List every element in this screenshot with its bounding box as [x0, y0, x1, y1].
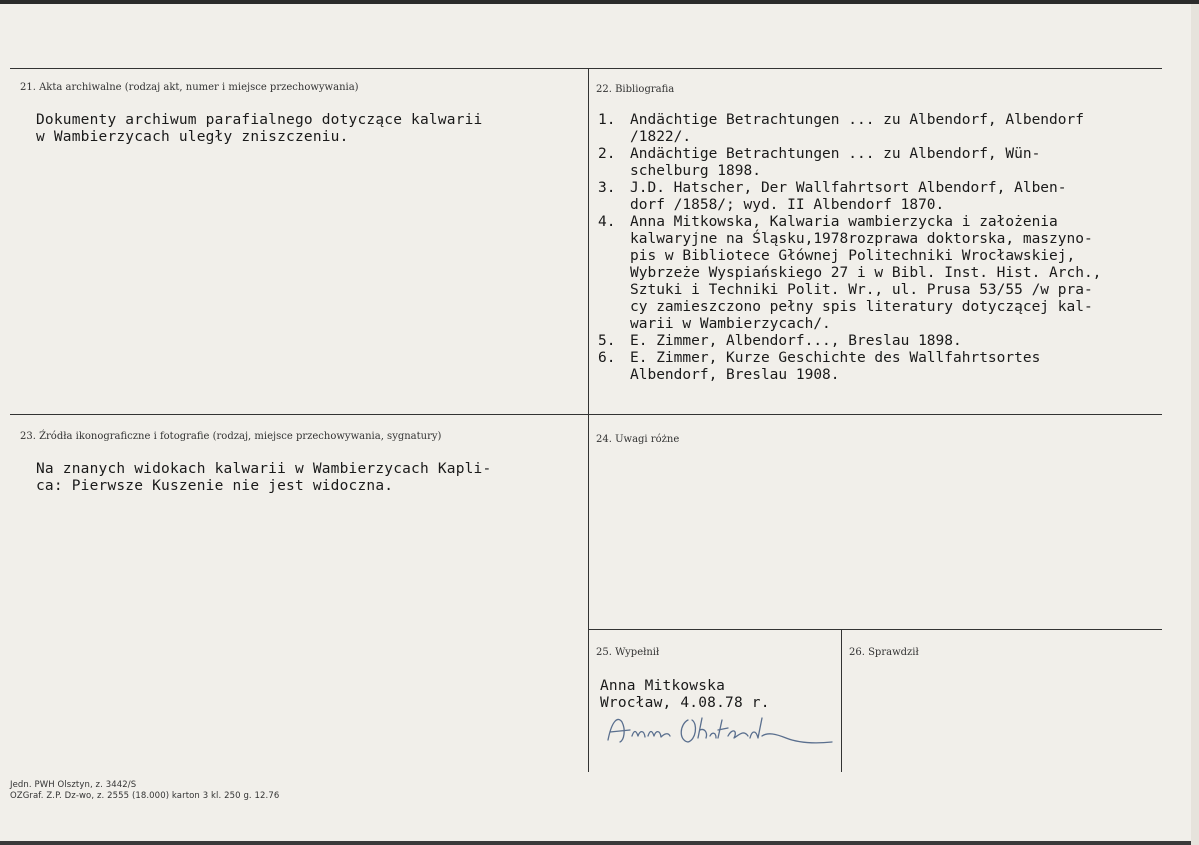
bibliography-number: 3.	[598, 180, 616, 196]
bibliography-number	[598, 316, 630, 333]
bibliography-text: Sztuki i Techniki Polit. Wr., ul. Prusa 53/55 /w pra-	[630, 282, 1093, 298]
section-22-label: 22. Bibliografia	[596, 84, 675, 95]
bibliography-line	[598, 333, 1101, 350]
filled-by-name: Anna Mitkowska	[600, 678, 726, 694]
bibliography-number: 2.	[598, 146, 616, 162]
bibliography-text: /1822/.	[630, 129, 692, 145]
middle-divider	[10, 414, 1162, 415]
bibliography-number	[598, 367, 630, 384]
bibliography-line	[598, 146, 1101, 163]
bibliography-line	[598, 214, 1101, 231]
bibliography-line	[598, 231, 1101, 248]
print-info-line-2: OZGraf. Z.P. Dz-wo, z. 2555 (18.000) karton 3 kl. 250 g. 12.76	[10, 791, 280, 801]
bibliography-line	[598, 112, 1101, 129]
bibliography-line	[598, 350, 1101, 367]
bibliography-line	[598, 367, 1101, 384]
section-24-label: 24. Uwagi różne	[596, 434, 680, 445]
bibliography-text: dorf /1858/; wyd. II Albendorf 1870.	[630, 197, 945, 213]
bibliography-line	[598, 197, 1101, 214]
section-26-label: 26. Sprawdził	[849, 647, 919, 658]
section-21-line-2: w Wambierzycach uległy zniszczeniu.	[36, 129, 349, 145]
bibliography-number	[598, 231, 630, 248]
bibliography-line	[598, 265, 1101, 282]
bottom-right-divider	[589, 629, 1162, 630]
bibliography-line	[598, 129, 1101, 146]
bibliography-number	[598, 197, 630, 214]
bibliography-text: warii w Wambierzycach/.	[630, 316, 831, 332]
section-21-line-1: Dokumenty archiwum parafialnego dotyczące kalwarii	[36, 112, 483, 128]
bibliography-line	[598, 248, 1101, 265]
bibliography-text: Albendorf, Breslau 1908.	[630, 367, 840, 383]
section-23-label: 23. Źródła ikonograficzne i fotografie (rodzaj, miejsce przechowywania, sygnatury)	[20, 431, 442, 442]
bibliography-text: cy zamieszczono pełny spis literatury dotyczącej kal-	[630, 299, 1093, 315]
bibliography-line	[598, 180, 1101, 197]
bibliography-text: J.D. Hatscher, Der Wallfahrtsort Albendorf, Alben-	[630, 180, 1067, 196]
section-21-label: 21. Akta archiwalne (rodzaj akt, numer i miejsce przechowywania)	[20, 82, 359, 93]
bibliography-line	[598, 282, 1101, 299]
bibliography-number: 6.	[598, 350, 616, 366]
handwritten-signature	[600, 710, 840, 750]
bibliography-text: Andächtige Betrachtungen ... zu Albendorf, Albendorf	[630, 112, 1084, 128]
bibliography-number: 5.	[598, 333, 616, 349]
bibliography-text: Anna Mitkowska, Kalwaria wambierzycka i założenia	[630, 214, 1058, 230]
bibliography-line	[598, 299, 1101, 316]
section-23-line-2: ca: Pierwsze Kuszenie nie jest widoczna.	[36, 478, 394, 494]
bibliography-text: E. Zimmer, Albendorf..., Breslau 1898.	[630, 333, 962, 349]
top-divider	[10, 68, 1162, 69]
bibliography-line	[598, 163, 1101, 180]
section-23-line-1: Na znanych widokach kalwarii w Wambierzycach Kapli-	[36, 461, 492, 477]
bibliography-text: kalwaryjne na Śląsku,1978rozprawa doktorska, maszyno-	[630, 231, 1093, 247]
bottom-right-split	[841, 629, 842, 772]
bibliography-text: Andächtige Betrachtungen ... zu Albendorf, Wün-	[630, 146, 1041, 162]
bibliography-text: E. Zimmer, Kurze Geschichte des Wallfahrtsortes	[630, 350, 1041, 366]
bibliography-text: Wybrzeże Wyspiańskiego 27 i w Bibl. Inst. Hist. Arch.,	[630, 265, 1102, 281]
bibliography-list	[598, 112, 1101, 384]
bibliography-number	[598, 129, 630, 146]
bibliography-number	[598, 265, 630, 282]
center-divider	[588, 68, 589, 772]
section-25-label: 25. Wypełnił	[596, 647, 660, 658]
bibliography-number	[598, 248, 630, 265]
bibliography-number: 1.	[598, 112, 616, 128]
bibliography-number: 4.	[598, 214, 616, 230]
print-info-line-1: Jedn. PWH Olsztyn, z. 3442/S	[10, 780, 137, 790]
filled-by-date: Wrocław, 4.08.78 r.	[600, 695, 770, 711]
bibliography-text: pis w Bibliotece Głównej Politechniki Wrocławskiej,	[630, 248, 1076, 264]
card-edge	[1191, 4, 1199, 845]
bibliography-text: schelburg 1898.	[630, 163, 761, 179]
bibliography-line	[598, 316, 1101, 333]
bibliography-number	[598, 299, 630, 316]
bibliography-number	[598, 282, 630, 299]
bibliography-number	[598, 163, 630, 180]
